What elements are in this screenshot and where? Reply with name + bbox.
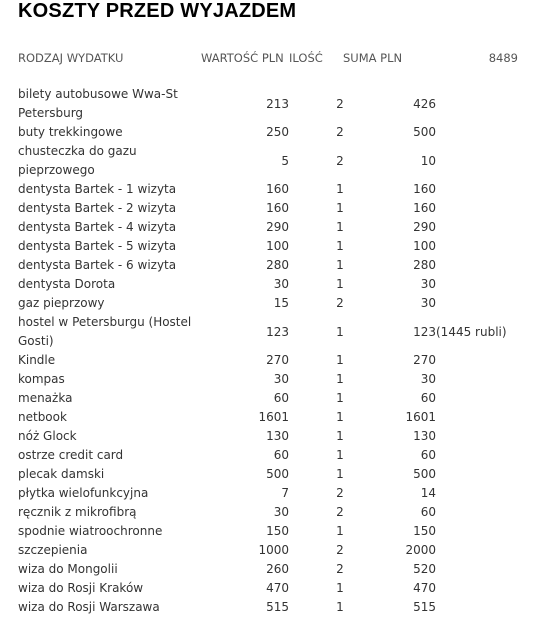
table-row (0, 579, 545, 598)
expense-sum: 60 (420, 505, 436, 519)
table-row (0, 598, 545, 617)
expense-quantity: 2 (336, 153, 344, 168)
expense-quantity: 2 (336, 96, 344, 111)
expense-sum: 10 (420, 153, 436, 168)
expense-quantity: 1 (336, 448, 344, 462)
table-row (0, 427, 545, 446)
expense-name: gaz pieprzowy (18, 296, 105, 310)
expense-name: dentysta Bartek - 1 wizyta (18, 182, 177, 196)
expense-value: 100 (266, 239, 289, 253)
expense-name: dentysta Dorota (18, 277, 116, 291)
expense-quantity: 1 (336, 410, 344, 424)
expense-quantity: 1 (336, 220, 344, 234)
table-row (0, 294, 545, 313)
table-row (0, 465, 545, 484)
expense-value: 1601 (258, 410, 289, 424)
expense-name: hostel w Petersburgu (Hostel Gosti) (18, 315, 192, 348)
table-row (0, 237, 545, 256)
expense-quantity: 1 (336, 353, 344, 367)
expense-sum: 515 (413, 600, 436, 614)
expense-sum: 290 (413, 220, 436, 234)
table-row (0, 218, 545, 237)
expense-name: wiza do Rosji Kraków (18, 581, 144, 595)
expense-sum: 30 (420, 372, 436, 386)
expense-value: 30 (273, 372, 289, 386)
expense-quantity: 1 (336, 239, 344, 253)
table-row (0, 541, 545, 560)
expense-sum: 160 (413, 182, 436, 196)
expense-name: wiza do Rosji Warszawa (18, 600, 160, 614)
table-row (0, 446, 545, 465)
expense-sum: 426 (413, 96, 436, 111)
expense-value: 280 (266, 258, 289, 272)
expense-note: (1445 rubli) (436, 324, 507, 339)
expense-sum: 1601 (405, 410, 436, 424)
expense-name: Kindle (18, 353, 56, 367)
expense-value: 123 (266, 324, 289, 339)
expense-quantity: 1 (336, 524, 344, 538)
expense-quantity: 2 (336, 562, 344, 576)
expense-value: 30 (273, 277, 289, 291)
expense-value: 250 (266, 125, 289, 139)
expense-value: 7 (281, 486, 289, 500)
expense-name: bilety autobusowe Wwa-St Petersburg (18, 87, 178, 120)
table-row (0, 142, 545, 180)
expense-name: płytka wielofunkcyjna (18, 486, 149, 500)
table-row (0, 522, 545, 541)
expense-value: 500 (266, 467, 289, 481)
expense-quantity: 2 (336, 125, 344, 139)
expense-value: 5 (281, 153, 289, 168)
expense-name: dentysta Bartek - 5 wizyta (18, 239, 177, 253)
expense-quantity: 1 (336, 201, 344, 215)
expense-sum: 30 (420, 277, 436, 291)
expense-quantity: 2 (336, 486, 344, 500)
expense-value: 60 (273, 391, 289, 405)
expense-quantity: 1 (336, 600, 344, 614)
page-title: KOSZTY PRZED WYJAZDEM (18, 0, 297, 22)
expense-value: 15 (273, 296, 289, 310)
expense-name: nóż Glock (18, 429, 77, 443)
table-row (0, 351, 545, 370)
expense-value: 150 (266, 524, 289, 538)
expense-sum: 270 (413, 353, 436, 367)
expense-quantity: 2 (336, 543, 344, 557)
expense-quantity: 2 (336, 505, 344, 519)
table-row (0, 123, 545, 142)
expense-sum: 30 (420, 296, 436, 310)
expense-value: 270 (266, 353, 289, 367)
grand-total: 8489 (488, 51, 518, 65)
column-header-value: WARTOŚĆ PLN (201, 51, 284, 65)
expense-value: 1000 (258, 543, 289, 557)
expense-sum: 14 (420, 486, 436, 500)
expense-sum: 60 (420, 448, 436, 462)
expense-name: buty trekkingowe (18, 125, 123, 139)
expense-value: 130 (266, 429, 289, 443)
expense-quantity: 2 (336, 296, 344, 310)
expense-quantity: 1 (336, 324, 344, 339)
expense-sum: 130 (413, 429, 436, 443)
expense-value: 160 (266, 201, 289, 215)
table-row (0, 199, 545, 218)
expense-value: 290 (266, 220, 289, 234)
table-row (0, 85, 545, 123)
column-header-sum: SUMA PLN (343, 51, 403, 65)
expense-name: dentysta Bartek - 6 wizyta (18, 258, 177, 272)
expense-quantity: 1 (336, 258, 344, 272)
expense-name: kompas (18, 372, 65, 386)
expense-value: 30 (273, 505, 289, 519)
column-header-expense-type: RODZAJ WYDATKU (18, 51, 124, 65)
table-row (0, 313, 545, 351)
expense-quantity: 1 (336, 391, 344, 405)
expense-sum: 150 (413, 524, 436, 538)
expense-quantity: 1 (336, 581, 344, 595)
expense-sum: 280 (413, 258, 436, 272)
table-row (0, 484, 545, 503)
expense-sum: 100 (413, 239, 436, 253)
expense-name: ostrze credit card (18, 448, 124, 462)
expense-name: spodnie wiatroochronne (18, 524, 163, 538)
expense-sum: 123 (413, 324, 436, 339)
expense-value: 515 (266, 600, 289, 614)
table-row (0, 256, 545, 275)
expense-value: 160 (266, 182, 289, 196)
expense-sum: 520 (413, 562, 436, 576)
expense-name: szczepienia (18, 543, 88, 557)
expense-name: netbook (18, 410, 67, 424)
expense-sum: 60 (420, 391, 436, 405)
expense-name: menażka (18, 391, 73, 405)
table-row (0, 408, 545, 427)
table-row (0, 370, 545, 389)
expense-value: 470 (266, 581, 289, 595)
expense-name: ręcznik z mikrofibrą (18, 505, 137, 519)
expense-quantity: 1 (336, 277, 344, 291)
expense-name: wiza do Mongolii (18, 562, 118, 576)
expense-value: 213 (266, 96, 289, 111)
table-row (0, 503, 545, 522)
expense-name: dentysta Bartek - 2 wizyta (18, 201, 177, 215)
expense-quantity: 1 (336, 372, 344, 386)
expense-table (0, 85, 545, 617)
expense-sum: 500 (413, 125, 436, 139)
expense-sum: 500 (413, 467, 436, 481)
expense-quantity: 1 (336, 467, 344, 481)
expense-sum: 2000 (405, 543, 436, 557)
table-row (0, 180, 545, 199)
expense-name: chusteczka do gazu pieprzowego (18, 144, 137, 177)
expense-quantity: 1 (336, 429, 344, 443)
expense-sum: 470 (413, 581, 436, 595)
expense-name: plecak damski (18, 467, 105, 481)
expense-value: 60 (273, 448, 289, 462)
expense-quantity: 1 (336, 182, 344, 196)
table-row (0, 560, 545, 579)
column-header-quantity: ILOŚĆ (289, 51, 323, 65)
table-row (0, 389, 545, 408)
expense-sum: 160 (413, 201, 436, 215)
table-row (0, 275, 545, 294)
expense-value: 260 (266, 562, 289, 576)
expense-name: dentysta Bartek - 4 wizyta (18, 220, 177, 234)
